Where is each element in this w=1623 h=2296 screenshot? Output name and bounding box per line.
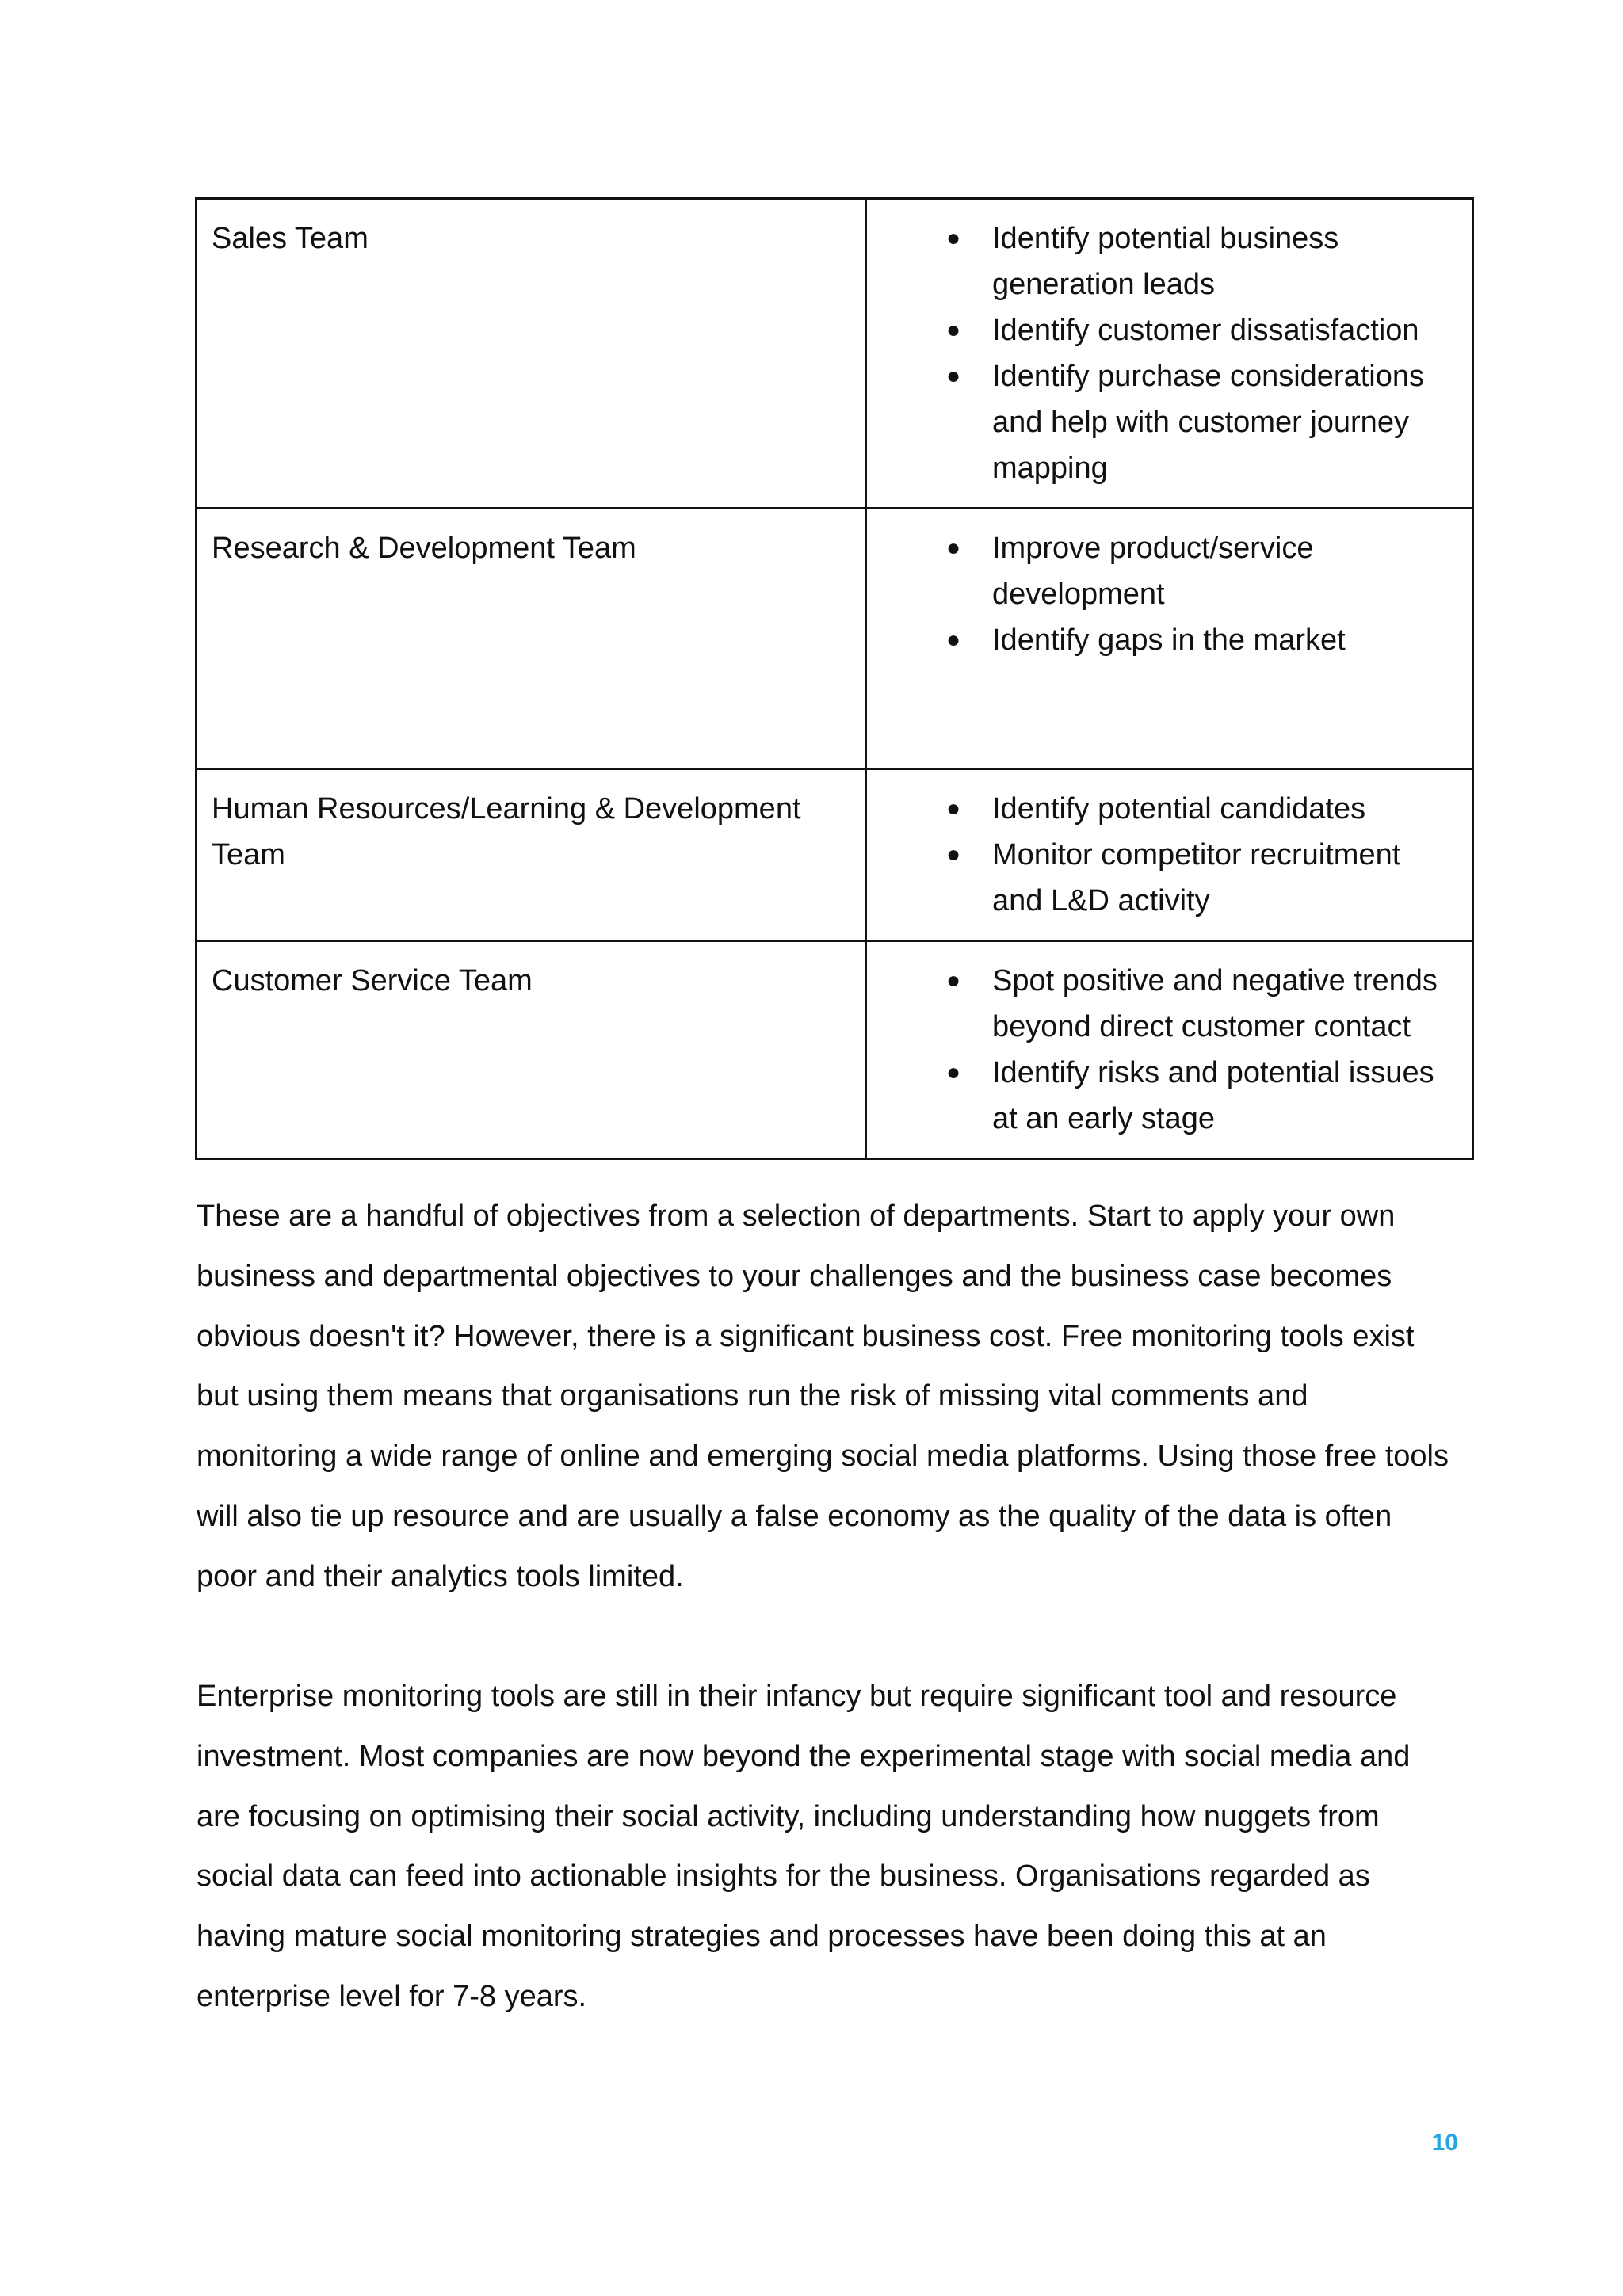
body-paragraph: Enterprise monitoring tools are still in their infancy but require significant tool and resource investment. Most companies are now beyond the experimental stage with social media and are focusing on optimising their social activity, including understanding how nuggets from social data can feed into actionable insights for the business. Organisations regarded as having mature social monitoring strategies and processes have been doing this at an enterprise level for 7-8 years.: [197, 1680, 1411, 2013]
bullet-icon: ●: [946, 317, 961, 343]
list-item: [945, 307, 1457, 353]
list-item: [945, 353, 1457, 491]
list-item: [945, 525, 1457, 617]
bullet-icon: ●: [946, 967, 961, 994]
team-cell: Human Resources/Learning & Development Team: [197, 769, 866, 941]
objectives-list: [881, 786, 1457, 924]
list-item: [945, 1050, 1457, 1142]
objective-text: Identify risks and potential issues at an early stage: [992, 1056, 1434, 1135]
objective-text: Identify customer dissatisfaction: [992, 314, 1419, 347]
list-item: [945, 832, 1457, 924]
bullet-icon: ●: [946, 841, 961, 868]
objectives-cell: [866, 769, 1473, 941]
objective-text: Spot positive and negative trends beyond direct customer contact: [992, 964, 1438, 1043]
bullet-icon: ●: [946, 363, 961, 389]
list-item: [945, 215, 1457, 307]
page-number: 10: [1431, 2130, 1458, 2156]
objective-text: Identify potential business generation leads: [992, 222, 1339, 301]
objectives-cell: [866, 509, 1473, 769]
objectives-cell: [866, 941, 1473, 1159]
bullet-icon: ●: [946, 225, 961, 251]
objective-text: Improve product/service development: [992, 532, 1314, 611]
table-row: [197, 509, 1473, 769]
objectives-list: [881, 525, 1457, 663]
bullet-icon: ●: [946, 1059, 961, 1085]
body-paragraph: These are a handful of objectives from a selection of departments. Start to apply your own business and departmental objectives to your challenges and the business case becomes obvious doesn't it? However, there is a significant business cost. Free monitoring tools exist but using them means that organisations run the risk of missing vital comments and monitoring a wide range of online and emerging social media platforms. Using those free tools will also tie up resource and are usually a false economy as the quality of the data is often poor and their analytics tools limited.: [197, 1199, 1449, 1593]
objective-text: Identify potential candidates: [992, 792, 1366, 826]
bullet-icon: ●: [946, 535, 961, 561]
table-row: [197, 769, 1473, 941]
table-row: [197, 199, 1473, 509]
list-item: [945, 617, 1457, 663]
objectives-list: [881, 958, 1457, 1142]
objectives-list: [881, 215, 1457, 491]
objectives-cell: [866, 199, 1473, 509]
objective-text: Identify gaps in the market: [992, 624, 1346, 657]
table-row: [197, 941, 1473, 1159]
list-item: [945, 958, 1457, 1050]
objective-text: Monitor competitor recruitment and L&D activity: [992, 838, 1401, 917]
objective-text: Identify purchase considerations and help with customer journey mapping: [992, 360, 1424, 485]
team-cell: Research & Development Team: [197, 509, 866, 769]
list-item: [945, 786, 1457, 832]
bullet-icon: ●: [946, 627, 961, 653]
bullet-icon: ●: [946, 795, 961, 822]
team-cell: Sales Team: [197, 199, 866, 509]
department-objectives-table: [195, 197, 1474, 1160]
team-cell: Customer Service Team: [197, 941, 866, 1159]
